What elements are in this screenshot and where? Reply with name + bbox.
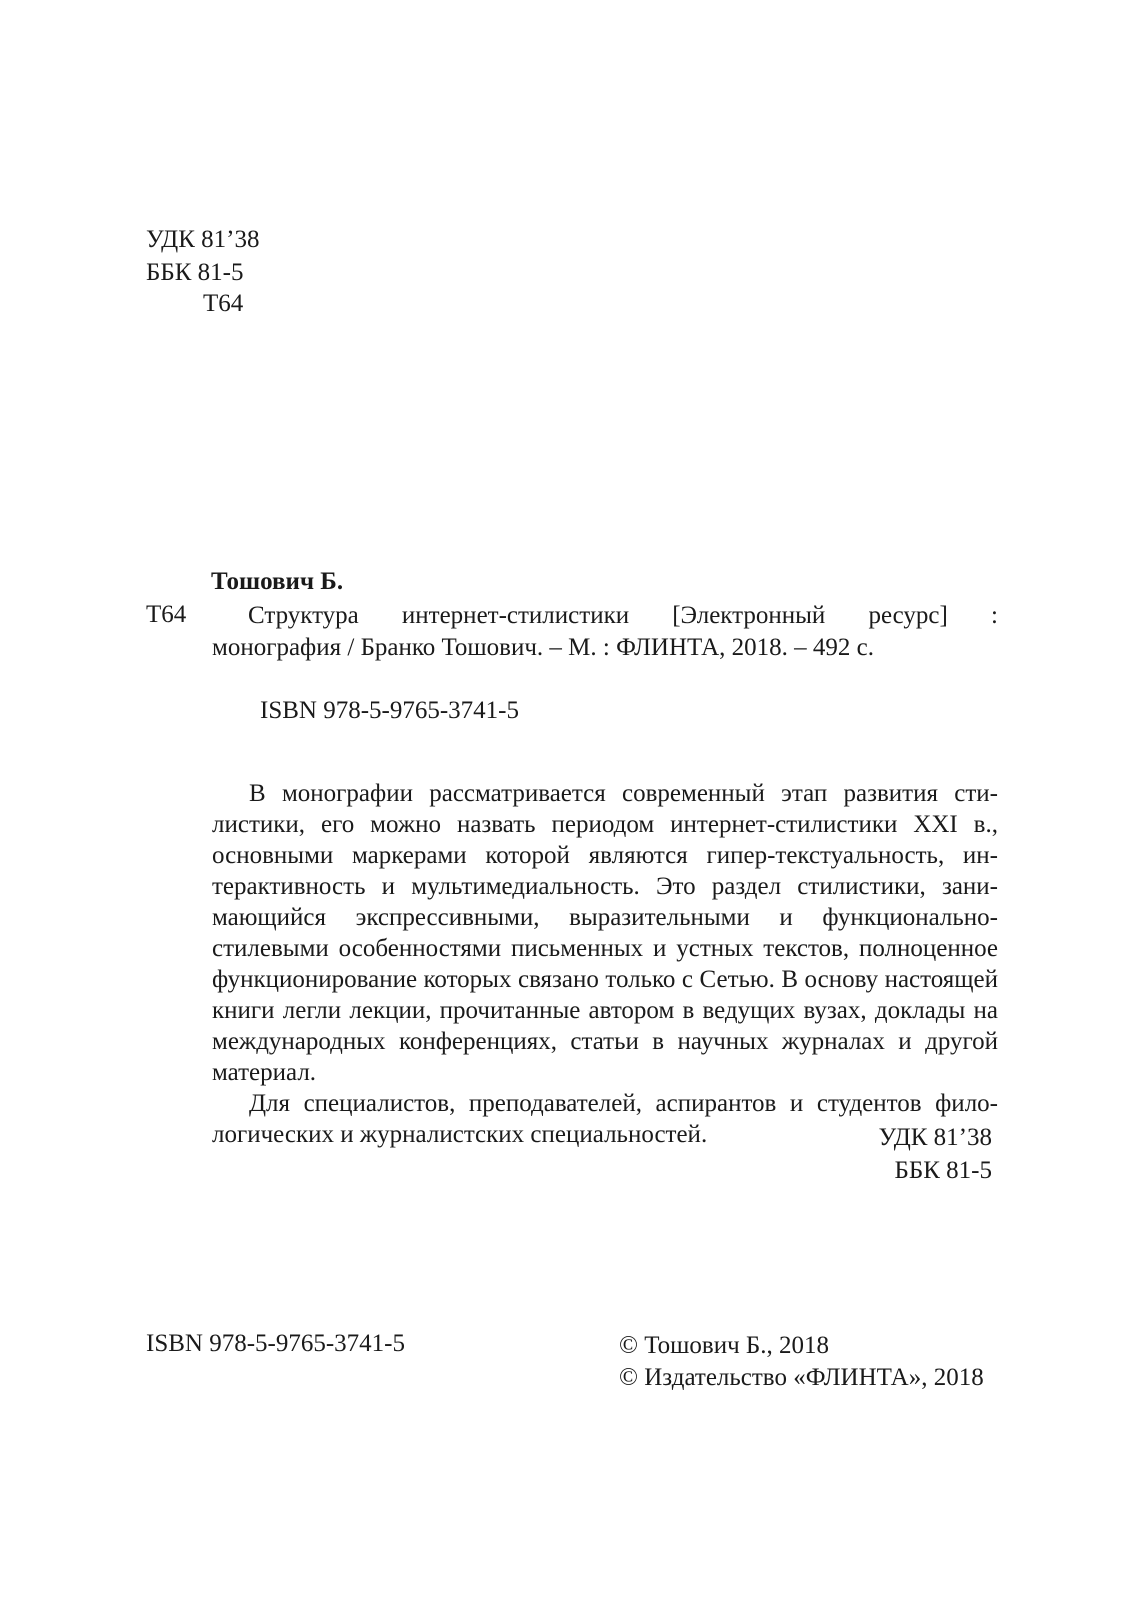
- footer-isbn: ISBN 978-5-9765-3741-5: [146, 1330, 406, 1357]
- header-udk: УДК 81’38: [146, 226, 260, 253]
- title-word: :: [991, 602, 998, 629]
- title-word: интернет-стилистики: [401, 602, 630, 629]
- title-word: ресурс]: [868, 602, 948, 629]
- classification-block: [700, 1122, 992, 1186]
- entry-isbn: ISBN 978-5-9765-3741-5: [260, 697, 520, 724]
- classification-udk: УДК 81’38: [878, 1124, 992, 1151]
- abstract-paragraph: Для специалистов, преподавателей, аспирантов и студентов филологических и журналистских специальностей.: [212, 1090, 998, 1148]
- copyright-publisher: © Издательство «ФЛИНТА», 2018: [619, 1364, 984, 1391]
- entry-title-line2: монография / Бранко Тошович. – М. : ФЛИНТА, 2018. – 492 с.: [212, 634, 874, 661]
- title-word: Структура: [248, 602, 359, 629]
- copyright-author: © Тошович Б., 2018: [619, 1332, 829, 1359]
- entry-mark: Т64: [146, 601, 187, 628]
- abstract-paragraph: В монографии рассматривается современный этап развития стилистики, его можно назвать периодом интернет-стилистики XXI в., основными маркерами которой являются гипер-текстуальность, интерактивность и мультимедиальность. Это раздел стилистики, занимающийся экспрессивными, выразительными и функционально-стилевыми особенностями письменных и устных текстов, полноценное функционирование которых связано только с Сетью. В основу настоящей книги легли лекции, прочитанные автором в ведущих вузах, доклады на международных конференциях, статьи в научных журналах и другой материал.: [212, 780, 998, 1086]
- title-word: [Электронный: [672, 602, 826, 629]
- abstract: [212, 778, 998, 1150]
- entry-title-line: [248, 600, 998, 631]
- entry-author: Тошович Б.: [211, 568, 344, 595]
- header-bbk: ББК 81-5: [146, 259, 244, 286]
- classification-bbk: ББК 81-5: [894, 1157, 992, 1184]
- header-author-mark: Т64: [203, 290, 244, 317]
